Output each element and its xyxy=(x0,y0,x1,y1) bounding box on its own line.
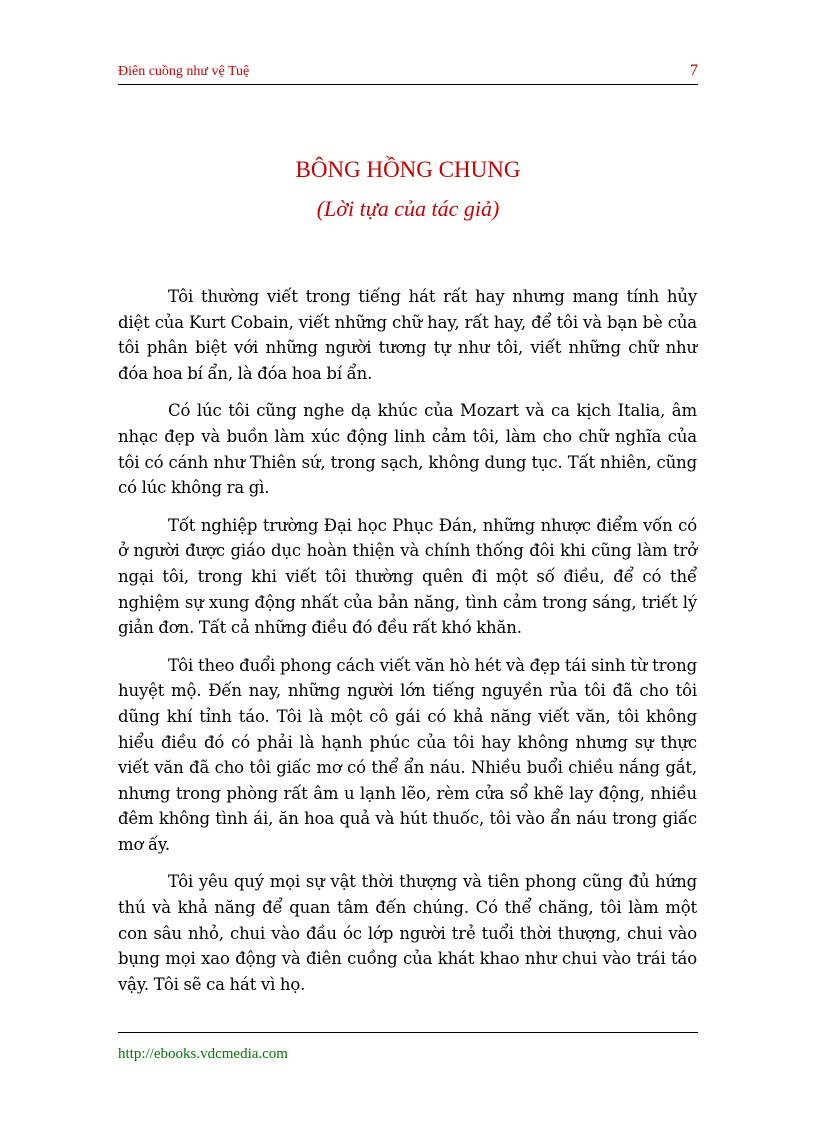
body-text xyxy=(118,284,697,1009)
paragraph: Tôi theo đuổi phong cách viết văn hò hét và đẹp tái sinh từ trong huyệt mộ. Đến nay, những người lớn tiếng nguyền rủa tôi đã cho tôi dũng khí tỉnh táo. Tôi là một cô gái có khả năng viết văn, tôi không hiểu điều đó có phải là hạnh phúc của tôi hay không nhưng sự thực viết văn đã cho tôi giấc mơ có thể ẩn náu. Nhiều buổi chiều nắng gắt, nhưng trong phòng rất âm u lạnh lẽo, rèm cửa sổ khẽ lay động, nhiều đêm không tình ái, ăn hoa quả và hút thuốc, tôi vào ẩn náu trong giấc mơ ấy. xyxy=(118,655,697,854)
chapter-title: BÔNG HỒNG CHUNG xyxy=(295,157,521,182)
paragraph: Tôi yêu quý mọi sự vật thời thượng và tiên phong cũng đủ hứng thú và khả năng để quan tâm đến chúng. Có thể chăng, tôi làm một con sâu nhỏ, chui vào đầu óc lớp người trẻ tuổi thời thượng, chui vào bụng mọi xao động và điên cuồng của khát khao như chui vào trái táo vậy. Tôi sẽ ca hát vì họ. xyxy=(118,872,697,994)
paragraph: Có lúc tôi cũng nghe dạ khúc của Mozart và ca kịch Italia, âm nhạc đẹp và buồn làm xúc động linh cảm tôi, làm cho chữ nghĩa của tôi có cánh như Thiên sứ, trong sạch, không dung tục. Tất nhiên, cũng có lúc không ra gì. xyxy=(118,401,697,498)
running-header-title: Điên cuồng như vệ Tuệ xyxy=(118,64,250,79)
page-header xyxy=(118,62,698,85)
paragraph: Tôi thường viết trong tiếng hát rất hay nhưng mang tính hủy diệt của Kurt Cobain, viết những chữ hay, rất hay, để tôi và bạn bè của tôi phân biệt với những người tương tự như tôi, viết những chữ như đóa hoa bí ẩn, là đóa hoa bí ẩn. xyxy=(118,287,697,383)
footer-link[interactable]: http://ebooks.vdcmedia.com xyxy=(118,1046,288,1062)
page-footer xyxy=(118,1032,698,1063)
chapter-subtitle: (Lời tựa của tác giả) xyxy=(316,196,500,221)
page-number: 7 xyxy=(690,62,698,79)
paragraph: Tốt nghiệp trường Đại học Phục Đán, những nhược điểm vốn có ở người được giáo dục hoàn thiện và chính thống đôi khi cũng làm trở ngại tôi, trong khi viết tôi thường quên đi một số điều, để có thể nghiệm sự xung động nhất của bản năng, tình cảm trong sáng, triết lý giản đơn. Tất cả những điều đó đều rất khó khăn. xyxy=(118,515,697,638)
